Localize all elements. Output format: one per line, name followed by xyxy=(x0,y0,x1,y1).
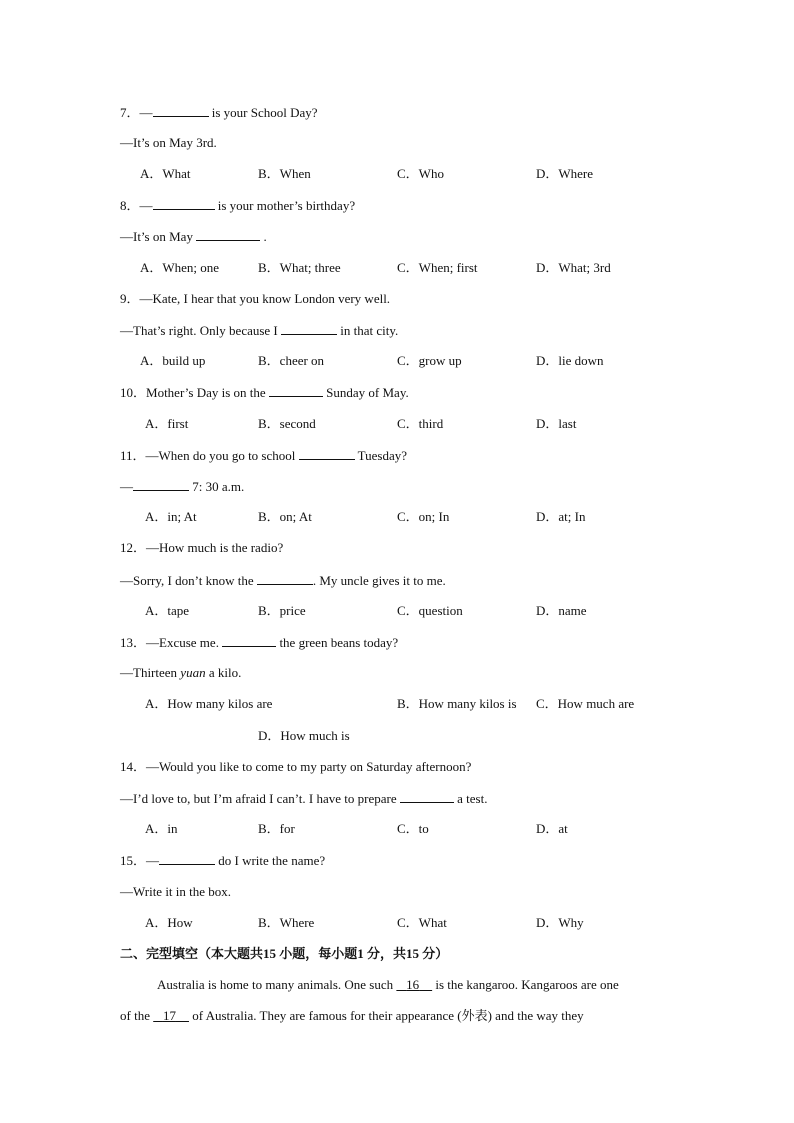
option-b: B．Where xyxy=(258,915,315,930)
answer-blank xyxy=(299,447,355,460)
question-15-stem: 15．— do I write the name? xyxy=(120,853,326,868)
passage-line-2: of the 17 of Australia. They are famous for their appearance (外表) and the way they xyxy=(120,1008,584,1023)
option-a: A．build up xyxy=(140,353,206,368)
answer-blank xyxy=(159,852,215,865)
option-c: C．What xyxy=(397,915,447,930)
option-b: B．on; At xyxy=(258,509,312,524)
option-b: B．second xyxy=(258,416,316,431)
option-a: A．in; At xyxy=(145,509,197,524)
option-b: B．price xyxy=(258,603,306,618)
answer-blank xyxy=(222,634,276,647)
answer-blank xyxy=(133,478,189,491)
option-c: C．on; In xyxy=(397,509,450,524)
option-b: B．cheer on xyxy=(258,353,325,368)
question-8-stem: 8．— is your mother’s birthday? xyxy=(120,198,356,213)
question-14-stem: 14．—Would you like to come to my party on Saturday afternoon? xyxy=(120,759,472,774)
option-c: C．How much are xyxy=(536,696,635,711)
option-a: A．tape xyxy=(145,603,190,618)
option-d: D．Why xyxy=(536,915,584,930)
question-13-response: —Thirteen yuan a kilo. xyxy=(120,665,242,680)
section-title: 二、完型填空（本大题共15 小题，每小题1 分，共15 分） xyxy=(120,946,449,961)
question-11-response: — 7: 30 a.m. xyxy=(120,479,245,494)
option-d: D．at; In xyxy=(536,509,586,524)
question-13-stem: 13．—Excuse me. the green beans today? xyxy=(120,635,399,650)
question-8-response: —It’s on May . xyxy=(120,229,267,244)
passage-line-1: Australia is home to many animals. One such 16 is the kangaroo. Kangaroos are one xyxy=(157,977,619,992)
option-b: B．What; three xyxy=(258,260,341,275)
question-9-stem: 9．—Kate, I hear that you know London very well. xyxy=(120,291,391,306)
option-a: A．first xyxy=(145,416,189,431)
option-d: D．name xyxy=(536,603,587,618)
answer-blank xyxy=(153,197,215,210)
question-15-response: —Write it in the box. xyxy=(120,884,232,899)
answer-blank xyxy=(269,384,323,397)
option-d: D．What; 3rd xyxy=(536,260,611,275)
option-d: D．How much is xyxy=(258,728,350,743)
option-c: C．third xyxy=(397,416,444,431)
answer-blank xyxy=(196,228,260,241)
option-d: D．lie down xyxy=(536,353,604,368)
option-d: D．Where xyxy=(536,166,594,181)
question-10-stem: 10．Mother’s Day is on the Sunday of May. xyxy=(120,385,409,400)
option-b: B．How many kilos is xyxy=(397,696,517,711)
cloze-blank-16: 16 xyxy=(406,977,420,992)
question-9-response: —That’s right. Only because I in that city. xyxy=(120,323,399,338)
question-12-response: —Sorry, I don’t know the . My uncle gives it to me. xyxy=(120,573,446,588)
option-d: D．at xyxy=(536,821,568,836)
answer-blank xyxy=(400,790,454,803)
option-c: C．to xyxy=(397,821,429,836)
option-a: A．What xyxy=(140,166,191,181)
question-7-response: —It’s on May 3rd. xyxy=(120,135,217,150)
option-b: B．When xyxy=(258,166,311,181)
option-a: A．in xyxy=(145,821,178,836)
cloze-blank-17: 17 xyxy=(162,1008,176,1023)
question-7-stem: 7．— is your School Day? xyxy=(120,105,318,120)
option-a: A．How xyxy=(145,915,193,930)
option-c: C．Who xyxy=(397,166,444,181)
answer-blank xyxy=(281,322,337,335)
answer-blank xyxy=(153,104,209,117)
answer-blank xyxy=(257,572,313,585)
option-c: C．grow up xyxy=(397,353,462,368)
option-a: A．How many kilos are xyxy=(145,696,273,711)
option-c: C．When; first xyxy=(397,260,478,275)
option-d: D．last xyxy=(536,416,577,431)
question-14-response: —I’d love to, but I’m afraid I can’t. I have to prepare a test. xyxy=(120,791,488,806)
option-c: C．question xyxy=(397,603,463,618)
question-11-stem: 11．—When do you go to school Tuesday? xyxy=(120,448,407,463)
option-a: A．When; one xyxy=(140,260,220,275)
option-b: B．for xyxy=(258,821,295,836)
question-12-stem: 12．—How much is the radio? xyxy=(120,540,284,555)
